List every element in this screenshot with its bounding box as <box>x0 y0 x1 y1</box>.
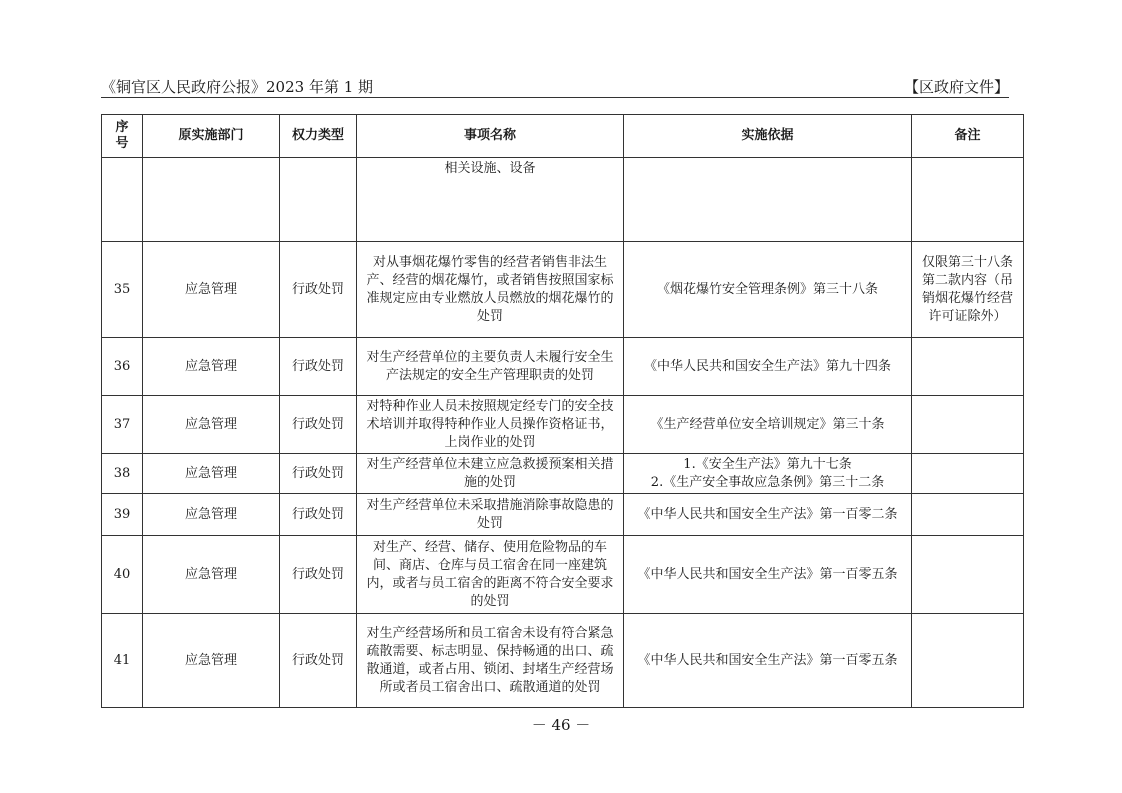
cell-remark <box>912 158 1024 242</box>
table-row <box>102 536 1024 614</box>
cell-basis: 《中华人民共和国安全生产法》第九十四条 <box>624 338 912 396</box>
table-row <box>102 454 1024 494</box>
page-header <box>101 76 1009 98</box>
table-row <box>102 158 1024 242</box>
cell-item: 对生产经营场所和员工宿舍未设有符合紧急疏散需要、标志明显、保持畅通的出口、疏散通道，或者占用、锁闭、封堵生产经营场所或者员工宿舍出口、疏散通道的处罚 <box>357 614 624 708</box>
cell-no <box>102 158 143 242</box>
cell-type: 行政处罚 <box>280 494 357 536</box>
cell-item: 对生产、经营、储存、使用危险物品的车间、商店、仓库与员工宿舍在同一座建筑内，或者与员工宿舍的距离不符合安全要求的处罚 <box>357 536 624 614</box>
gazette-title: 《铜官区人民政府公报》2023 年第 1 期 <box>101 78 374 96</box>
cell-type: 行政处罚 <box>280 242 357 338</box>
cell-type: 行政处罚 <box>280 614 357 708</box>
cell-dept: 应急管理 <box>143 614 280 708</box>
cell-basis: 《中华人民共和国安全生产法》第一百零五条 <box>624 614 912 708</box>
cell-dept: 应急管理 <box>143 536 280 614</box>
cell-dept: 应急管理 <box>143 396 280 454</box>
cell-remark <box>912 396 1024 454</box>
cell-no: 38 <box>102 454 143 494</box>
cell-basis <box>624 158 912 242</box>
cell-type: 行政处罚 <box>280 454 357 494</box>
table-row <box>102 494 1024 536</box>
cell-no: 40 <box>102 536 143 614</box>
cell-item: 对从事烟花爆竹零售的经营者销售非法生产、经营的烟花爆竹，或者销售按照国家标准规定应由专业燃放人员燃放的烟花爆竹的处罚 <box>357 242 624 338</box>
cell-dept: 应急管理 <box>143 494 280 536</box>
cell-basis: 《烟花爆竹安全管理条例》第三十八条 <box>624 242 912 338</box>
header-no: 序号 <box>102 115 143 158</box>
cell-type: 行政处罚 <box>280 536 357 614</box>
cell-item: 相关设施、设备 <box>357 158 624 242</box>
header-type: 权力类型 <box>280 115 357 158</box>
cell-item: 对生产经营单位未采取措施消除事故隐患的处罚 <box>357 494 624 536</box>
cell-dept: 应急管理 <box>143 242 280 338</box>
header-basis: 实施依据 <box>624 115 912 158</box>
header-divider <box>101 97 1009 98</box>
table-row <box>102 242 1024 338</box>
cell-type: 行政处罚 <box>280 338 357 396</box>
header-remark: 备注 <box>912 115 1024 158</box>
page-number: － 46 － <box>531 716 591 734</box>
cell-dept: 应急管理 <box>143 454 280 494</box>
header-item: 事项名称 <box>357 115 624 158</box>
cell-remark: 仅限第三十八条第二款内容（吊销烟花爆竹经营许可证除外） <box>912 242 1024 338</box>
cell-remark <box>912 494 1024 536</box>
cell-basis: 1.《安全生产法》第九十七条 2.《生产安全事故应急条例》第三十二条 <box>624 454 912 494</box>
cell-item: 对生产经营单位的主要负责人未履行安全生产法规定的安全生产管理职责的处罚 <box>357 338 624 396</box>
table-row <box>102 396 1024 454</box>
cell-remark <box>912 454 1024 494</box>
cell-remark <box>912 338 1024 396</box>
cell-basis: 《中华人民共和国安全生产法》第一百零二条 <box>624 494 912 536</box>
cell-dept: 应急管理 <box>143 338 280 396</box>
table-header-row <box>102 115 1024 158</box>
cell-no: 41 <box>102 614 143 708</box>
section-label: 【区政府文件】 <box>903 78 1009 96</box>
cell-item: 对特种作业人员未按照规定经专门的安全技术培训并取得特种作业人员操作资格证书，上岗作业的处罚 <box>357 396 624 454</box>
cell-type: 行政处罚 <box>280 396 357 454</box>
cell-basis: 《中华人民共和国安全生产法》第一百零五条 <box>624 536 912 614</box>
table-row <box>102 614 1024 708</box>
cell-no: 35 <box>102 242 143 338</box>
power-items-table <box>101 114 1024 708</box>
header-dept: 原实施部门 <box>143 115 280 158</box>
cell-remark <box>912 614 1024 708</box>
cell-basis: 《生产经营单位安全培训规定》第三十条 <box>624 396 912 454</box>
cell-type <box>280 158 357 242</box>
cell-dept <box>143 158 280 242</box>
cell-item: 对生产经营单位未建立应急救援预案相关措施的处罚 <box>357 454 624 494</box>
cell-no: 36 <box>102 338 143 396</box>
table-row <box>102 338 1024 396</box>
cell-no: 39 <box>102 494 143 536</box>
cell-remark <box>912 536 1024 614</box>
cell-no: 37 <box>102 396 143 454</box>
